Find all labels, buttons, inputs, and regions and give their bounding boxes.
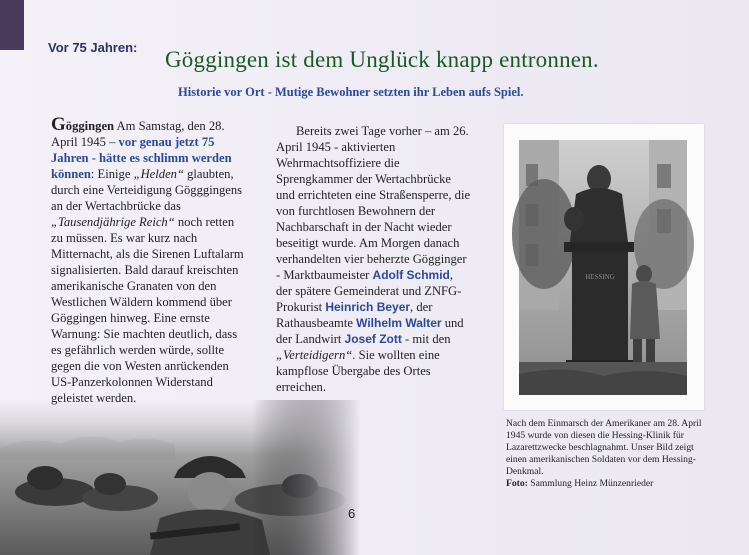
col2-quote-verteidiger: „Verteidigern“: [276, 348, 353, 362]
caption-credit: Sammlung Heinz Münzenrieder: [527, 478, 654, 489]
col1-text-3: glaubten, durch eine Verteidigung Gögggingens an der Wertachbrücke das: [51, 167, 243, 213]
page-number: 6: [348, 506, 356, 521]
lead-word: öggingen: [65, 119, 115, 133]
subhead-part2: Mutige Bewohner setzten ihr Leben aufs Spiel.: [274, 85, 524, 99]
monument-photo: [504, 124, 704, 410]
subhead-part1: Historie vor Ort: [178, 85, 265, 99]
col1-text-1: Am Samstag, den 28. April 1945 –: [51, 119, 225, 149]
monument-inscription: HESSING: [585, 273, 615, 281]
col2-text-2: , der spätere Gemeinderat und ZNFG-Prokurist: [276, 268, 462, 314]
kicker: Vor 75 Jahren:: [48, 40, 138, 55]
subhead-separator: -: [264, 85, 275, 99]
soldiers-photo: [0, 400, 360, 555]
photo-caption: [506, 418, 706, 490]
name-heinrich-beyer: Heinrich Beyer: [325, 300, 411, 314]
col1-highlight: vor genau jetzt 75 Jahren - hätte es schlimm werden können: [51, 135, 232, 181]
drop-cap: G: [51, 114, 66, 135]
subheadline: [178, 85, 523, 100]
article-column-1: [51, 114, 247, 406]
col1-quote-reich: „Tausendjährige Reich“: [51, 215, 175, 229]
corner-tab: [0, 0, 24, 50]
caption-credit-label: Foto:: [506, 478, 528, 489]
caption-text: Nach dem Einmarsch der Amerikaner am 28. April 1945 wurde von diesen die Hessing-Klinik für Lazarettzwecke beschlagnahmt. Unser Bild zeigt einen amerikanischen Soldaten vor dem Hessing-Denkmal.: [506, 418, 702, 477]
col1-text-2: : Einige: [90, 167, 134, 181]
name-josef-zott: Josef Zott: [344, 332, 402, 346]
col2-text-5: - mit den: [401, 332, 451, 346]
col1-text-4: noch retten zu müssen. Es war kurz nach Mitternacht, als die Sirenen Luftalarm signalisierten. Bald darauf kreischten amerikanische Granaten von den Westlichen Wäldern kommend über Göggingen hinweg. Eine ernste Warnung: Sie machten deutlich, dass es gefährlich werden würde, sollte gegen die von Westen anrückenden US-Panzerkolonnen Widerstand geleistet werden.: [51, 215, 244, 405]
col2-text-3: , der Rathausbeamte: [276, 300, 433, 330]
photo-frame: [504, 124, 704, 410]
article-column-2: [276, 123, 472, 395]
col2-text-1: Bereits zwei Tage vorher – am 26. April 1945 - aktivierten Wehrmachtsoffiziere die Sprengkammer der Wertachbrücke und errichteten eine Straßensperre, die von furchtlosen Bewohnern der Nachbarschaft in der Nacht wieder beseitigt wurde. Am Morgen danach verhandelten vier beherzte Gögginger - Marktbaumeister: [276, 124, 471, 282]
name-adolf-schmid: Adolf Schmid: [372, 268, 450, 282]
col2-text-6: . Sie wollten eine kampflose Übergabe des Ortes erreichen.: [276, 348, 440, 394]
name-wilhelm-walter: Wilhelm Walter: [356, 316, 442, 330]
col2-text-4: und der Landwirt: [276, 316, 464, 346]
page-title: Göggingen ist dem Unglück knapp entronnen.: [165, 47, 599, 72]
col1-quote-helden: „Helden“: [133, 167, 184, 181]
